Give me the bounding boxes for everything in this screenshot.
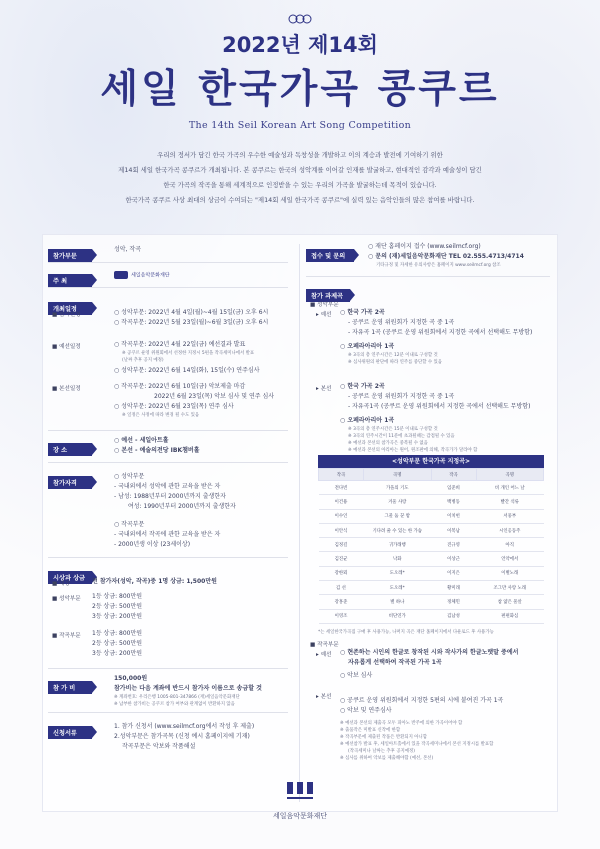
eligibility-comp bbox=[114, 520, 220, 550]
section-schedule bbox=[48, 296, 283, 426]
prelim-lines bbox=[114, 340, 260, 376]
comp-prelim bbox=[340, 648, 518, 681]
year-title: 2022년 제14회 bbox=[222, 33, 378, 57]
label-venue: 장 소 bbox=[48, 443, 92, 456]
foundation-mark-icon bbox=[287, 14, 313, 24]
divider bbox=[306, 276, 550, 277]
document-line: 1. 참가 신청서 (www.seilmcf.org에서 작성 후 제출) bbox=[114, 723, 255, 730]
table-note: *는 세일한국가곡집 구매 후 사용가능, 나머지 곡은 재단 홈페이지에서 다운로드 후 사용가능 bbox=[318, 630, 494, 635]
label-tasks: 참가 과제곡 bbox=[306, 289, 350, 302]
page-title: 세일 한국가곡 콩쿠르 bbox=[100, 67, 500, 112]
table-cell: 정체민 bbox=[431, 595, 476, 609]
table-cell: 기다려 줄 수 있는 한 가슴 bbox=[364, 523, 432, 537]
apply-label: ■ 참가신청 bbox=[52, 312, 81, 318]
fee-note: ※ 납부한 참가비는 공쿠르 참가 여부와 관계없이 반환하지 않음 bbox=[114, 702, 235, 707]
table-cell: 서풍부 bbox=[476, 509, 544, 523]
schedule-text: 작곡부문: 2022년 4월 22일(금) 예선결과 발표 bbox=[121, 341, 246, 348]
eligibility-line: - 남성: 1988년부터 2000년까지 출생한자 bbox=[114, 493, 226, 500]
table-cell: 도오레* bbox=[364, 566, 432, 580]
schedule-line: ○ 작곡부문: 2022년 6월 10일(금) 악보제출 마감 bbox=[114, 383, 246, 390]
task-line: - 자유곡 1곡 (공쿠르 운영 위원회에서 지정한 곡에서 선택해도 무방함) bbox=[348, 329, 533, 336]
schedule-note: (날짜 추후 공지 예정) bbox=[122, 358, 164, 363]
task-note: ※ 3곡의 총 연주시간은 15분 이내로 구성할 것 bbox=[348, 427, 438, 432]
intro-text bbox=[52, 148, 548, 208]
eligibility-vocal bbox=[114, 472, 236, 512]
table-row bbox=[319, 609, 544, 623]
comp-note: ※ 출품작은 미발표 신작에 한함 bbox=[340, 728, 401, 733]
divider bbox=[48, 668, 288, 669]
table-cell: 황미래 bbox=[431, 581, 476, 595]
comp-notes bbox=[340, 720, 493, 762]
section-eligibility bbox=[48, 470, 283, 548]
table-cell: 이안식 bbox=[319, 523, 364, 537]
table-cell: 백병동 bbox=[431, 495, 476, 509]
table-cell: 김남성 bbox=[431, 609, 476, 623]
table-cell: 비 개인 어느 날 bbox=[476, 481, 544, 495]
award-vocal-label: ■ 성악부문 bbox=[52, 596, 81, 602]
divider bbox=[48, 712, 288, 713]
apply-line: ○ 재단 홈페이지 접수 (www.seilmcf.org) bbox=[368, 243, 481, 250]
eligibility-line: - 국내외에서 성악에 관한 교육을 받은 자 bbox=[114, 483, 221, 490]
label-apply: 접수 및 문의 bbox=[306, 249, 354, 262]
schedule-line: ○ 성악부문: 2022년 6월 14일(화), 15일(수) 연주심사 bbox=[114, 367, 260, 374]
table-cell: 김진균 bbox=[319, 552, 364, 566]
divider bbox=[48, 262, 288, 263]
comp-line: ○ 악보 및 연주심사 bbox=[340, 707, 392, 714]
award-line: 2등 상금: 500만원 bbox=[92, 603, 143, 610]
document-line: 2.성악부문은 참가곡목 (신청 예시 홈페이지에 기재) bbox=[114, 733, 250, 740]
table-cell: 임준희 bbox=[431, 481, 476, 495]
eligibility-title-text: 작곡부문 bbox=[121, 521, 145, 528]
table-cell: 이복남 bbox=[431, 523, 476, 537]
label-documents: 신청서류 bbox=[48, 726, 92, 739]
table-cell: 이수인 bbox=[319, 509, 364, 523]
comp-line: ○ 현존하는 시인의 한글로 창작된 시와 작사가의 한글노랫말 중에서 bbox=[340, 649, 519, 656]
table-cell: 김 선 bbox=[319, 581, 364, 595]
header bbox=[0, 0, 600, 140]
table-row bbox=[319, 595, 544, 609]
award-target-label-text: 대상 bbox=[59, 581, 70, 587]
task-title: ○ 오페라아리아 1곡 bbox=[340, 417, 395, 424]
task-line: - 공쿠르 운영 위원회가 지정한 곡 중 1곡 bbox=[348, 319, 455, 326]
task-title-text: 한국 가곡 2곡 bbox=[347, 309, 385, 316]
comp-text: 악보 심사 bbox=[347, 672, 373, 679]
comp-final bbox=[340, 696, 503, 716]
task-title-text: 오페라아리아 1곡 bbox=[347, 417, 395, 424]
comp-final-label-text: 본선 bbox=[320, 694, 332, 700]
comp-line: ○ 공쿠르 운영 위원회에서 지정한 5편의 시에 붙여진 가곡 1곡 bbox=[340, 697, 504, 704]
venue-line: ○ 본선 - 예술의전당 IBK챔버홀 bbox=[114, 447, 200, 454]
table-cell: 낙화 bbox=[364, 552, 432, 566]
eligibility-line: 여성: 1990년부터 2000년까지 출생한자 bbox=[128, 503, 236, 510]
footer bbox=[0, 780, 600, 821]
table-header-row bbox=[319, 469, 544, 481]
table-cell: 빨간 석류 bbox=[476, 495, 544, 509]
table-header: 곡명 bbox=[476, 469, 544, 481]
task-line: - 공쿠르 운영 위원회가 지정한 곡 중 1곡 bbox=[348, 393, 455, 400]
table-cell: 강홍준 bbox=[319, 595, 364, 609]
schedule-line: ○ 성악부문: 2022년 6월 23일(목) 연주 심사 bbox=[114, 403, 234, 410]
schedule-line: 2022년 6월 23일(목) 악보 심사 및 연주 심사 bbox=[154, 393, 275, 400]
task-title-text: 오페라아리아 1곡 bbox=[347, 343, 395, 350]
host-name: 세일음악문화재단 bbox=[131, 272, 170, 279]
table-cell: 이상근 bbox=[431, 552, 476, 566]
schedule-note: ※ 일정은 사정에 따라 변경 될 수도 있음 bbox=[122, 413, 200, 418]
comp-line: 자유롭게 선택하여 작곡된 가곡 1곡 bbox=[348, 659, 442, 666]
vocal-prelim-label: ▸ 예선 bbox=[316, 312, 332, 318]
section-apply bbox=[306, 243, 551, 268]
task-note: ※ 3곡의 총 연주시간은 12분 이내로 구성할 것 bbox=[348, 353, 438, 358]
fee-lines bbox=[114, 674, 262, 708]
english-title: The 14th Seil Korean Art Song Competition bbox=[188, 120, 412, 131]
fee-line: 참가비는 다음 계좌에 반드시 참가자 이름으로 송금할 것 bbox=[114, 685, 262, 692]
task-note: ※ 3곡의 연주시간이 11분에 초과될때는 감점될 수 있음 bbox=[348, 434, 455, 439]
comp-prelim-label-text: 예선 bbox=[320, 652, 332, 658]
label-schedule: 개최일정 bbox=[48, 302, 92, 315]
vocal-prelim-label-text: 예선 bbox=[320, 312, 332, 318]
task-line: - 자유곡1곡 (공쿠르 운영 위원회에서 지정한 곡에서 선택해도 무방함) bbox=[348, 403, 531, 410]
award-comp-label: ■ 작곡부문 bbox=[52, 633, 81, 639]
final-label-text: 본선일정 bbox=[59, 386, 81, 392]
table-cell: 진규영 bbox=[431, 538, 476, 552]
intro-line: 한국 가곡의 작곡을 통해 세계적으로 인정받을 수 있는 우리의 가곡을 발굴하는데 목적이 있습니다. bbox=[163, 181, 437, 189]
column-divider bbox=[299, 244, 300, 802]
table-cell: 별 하나 bbox=[364, 595, 432, 609]
divider bbox=[48, 430, 288, 431]
table-header: 곡명 bbox=[364, 469, 432, 481]
table-row bbox=[319, 481, 544, 495]
award-comp-lines bbox=[92, 629, 142, 659]
label-awards: 시상과 상금 bbox=[48, 571, 92, 584]
intro-line: 우리의 정서가 담긴 한국 가곡의 우수한 예술성과 독창성을 개발하고 이의 계승과 발전에 기여하기 위한 bbox=[157, 151, 443, 159]
venue-lines bbox=[114, 436, 200, 456]
document-line: 작곡부문은 악보와 작품해설 bbox=[122, 743, 196, 750]
table-cell: 귀가래행 bbox=[364, 538, 432, 552]
schedule-line: ○ 성악부문: 2022년 4월 4일(월)~4월 15일(금) 오후 6시 bbox=[114, 309, 269, 316]
foundation-logo-icon bbox=[114, 271, 128, 279]
vocal-final-items bbox=[340, 382, 530, 454]
table-cell: 그물 둠 꾼 밤 bbox=[364, 509, 432, 523]
intro-line: 한국가곡 콩쿠르 사상 최대의 상금이 수여되는 "제14회 세일 한국가곡 콩쿠르"에 실력 있는 음악인들의 많은 참여를 바랍니다. bbox=[125, 196, 475, 204]
comp-title: ■ 작곡부문 bbox=[310, 642, 339, 648]
schedule-text: 성악부문: 2022년 4월 4일(월)~4월 15일(금) 오후 6시 bbox=[121, 309, 269, 316]
table-row bbox=[319, 566, 544, 580]
apply-info bbox=[368, 242, 524, 269]
table-header: 작곡 bbox=[319, 469, 364, 481]
table-cell: 전다빈 bbox=[319, 481, 364, 495]
schedule-line: ○ 작곡부문: 2022년 4월 22일(금) 예선결과 발표 bbox=[114, 341, 246, 348]
apply-note: 기타규정 및 자세한 유의사항은 홈페이지 www.seilmcf.org 참조 bbox=[376, 263, 501, 268]
vocal-title-text: 성악부문 bbox=[317, 302, 339, 308]
table-row bbox=[319, 538, 544, 552]
prelim-label-text: 예선일정 bbox=[59, 344, 81, 350]
table-cell: 아직 bbox=[476, 538, 544, 552]
divider bbox=[48, 287, 288, 288]
award-line: 3등 상금: 200만원 bbox=[92, 650, 143, 657]
section-fee bbox=[48, 675, 283, 707]
comp-line: ○ 악보 심사 bbox=[340, 672, 373, 679]
table-cell: 도오레* bbox=[364, 581, 432, 595]
table-title: <성악부문 한국가곡 지정곡> bbox=[318, 455, 544, 468]
apply-line: ○ 문의 (재)세일음악문화재단 TEL 02.555.4713/4714 bbox=[368, 253, 524, 260]
label-field: 참가부문 bbox=[48, 249, 92, 262]
table-cell: 이건용 bbox=[319, 495, 364, 509]
comp-note: ※ 예선과 본선의 제출곡 모두 피아노 반주에 의한 가곡이어야 함 bbox=[340, 721, 463, 726]
section-host bbox=[48, 268, 283, 287]
comp-title-text: 작곡부문 bbox=[317, 642, 339, 648]
foundation-logo-icon bbox=[285, 780, 315, 804]
schedule-note: ※ 공쿠르 운영 위원회에서 선정한 지정시 5편을 작곡세미나에서 발표 bbox=[122, 351, 255, 356]
schedule-text: 성악부문: 2022년 6월 23일(목) 연주 심사 bbox=[121, 403, 234, 410]
label-eligibility: 참가자격 bbox=[48, 476, 92, 489]
section-field bbox=[48, 243, 283, 262]
comp-note: ※ 심사를 위하여 악보를 제출해야함 (예선, 본선) bbox=[340, 756, 434, 761]
task-title: ○ 한국 가곡 2곡 bbox=[340, 383, 385, 390]
section-awards bbox=[48, 565, 283, 657]
table-row bbox=[319, 495, 544, 509]
section-venue bbox=[48, 437, 283, 456]
table-cell: 비단연가 bbox=[364, 609, 432, 623]
schedule-text: 성악부문: 2022년 6월 14일(화), 15일(수) 연주심사 bbox=[121, 367, 260, 374]
award-vocal-label-text: 성악부문 bbox=[59, 596, 81, 602]
eligibility-line: - 국내외에서 작곡에 관한 교육을 받은 자 bbox=[114, 531, 221, 538]
table-row bbox=[319, 552, 544, 566]
section-documents bbox=[48, 720, 283, 750]
task-title-text: 한국 가곡 2곡 bbox=[347, 383, 385, 390]
comp-text: 현존하는 시인의 한글로 창작된 시와 작사가의 한글노랫말 중에서 bbox=[347, 649, 519, 656]
eligibility-title: ○ 작곡부문 bbox=[114, 521, 145, 528]
award-line: 1등 상금: 800만원 bbox=[92, 593, 143, 600]
task-note: ※ 예선과 본선의 참가곡은 중복될 수 없음 bbox=[348, 441, 428, 446]
task-title: ○ 오페라아리아 1곡 bbox=[340, 343, 395, 350]
table-header: 작곡 bbox=[431, 469, 476, 481]
award-line: 1등 상금: 800만원 bbox=[92, 630, 143, 637]
eligibility-title: ○ 성악부문 bbox=[114, 473, 145, 480]
table-cell: 시인옹동주 bbox=[476, 523, 544, 537]
divider bbox=[48, 557, 288, 558]
apply-text: 문의 (재)세일음악문화재단 TEL 02.555.4713/4714 bbox=[375, 253, 524, 260]
final-lines bbox=[114, 382, 274, 419]
prelim-label: ■ 예선일정 bbox=[52, 344, 81, 350]
table-cell: 참 얇은 물살 bbox=[476, 595, 544, 609]
comp-note: ※ 예선참가 발표 후, 세일아트홀에서 있을 작곡세미나에서 본선 지정시를 발표함 bbox=[340, 742, 494, 747]
schedule-text: 작곡부문: 2022년 5월 23일(월)~6월 3일(금) 오후 6시 bbox=[121, 319, 269, 326]
label-fee: 참 가 비 bbox=[48, 681, 92, 694]
table-cell: 언약에서 bbox=[476, 552, 544, 566]
eligibility-line: - 2000년생 이상 (23세이상) bbox=[114, 541, 191, 548]
section-tasks bbox=[306, 283, 551, 453]
comp-text: 공쿠르 운영 위원회에서 지정한 5편의 시에 붙여진 가곡 1곡 bbox=[347, 697, 504, 704]
vocal-final-label-text: 본선 bbox=[320, 386, 332, 392]
apply-text: 재단 홈페이지 접수 (www.seilmcf.org) bbox=[375, 243, 481, 250]
table-cell: 가을의 기도 bbox=[364, 481, 432, 495]
table-row bbox=[319, 523, 544, 537]
comp-prelim-label: ▸ 예선 bbox=[316, 652, 332, 658]
vocal-prelim-items bbox=[340, 308, 532, 366]
vocal-title: ■ 성악부문 bbox=[310, 302, 339, 308]
table-cell: 이영조 bbox=[319, 609, 364, 623]
comp-text: 악보 및 연주심사 bbox=[347, 707, 392, 714]
schedule-text: 작곡부문: 2022년 6월 10일(금) 악보제출 마감 bbox=[121, 383, 246, 390]
comp-note: ※ 작곡부문에 제출된 작품은 반환되지 아니함 bbox=[340, 735, 428, 740]
table-cell: 편편화심 bbox=[476, 609, 544, 623]
apply-label-text: 참가신청 bbox=[59, 312, 81, 318]
table-cell: 겨울 사랑 bbox=[364, 495, 432, 509]
table-cell: 이치헌 bbox=[431, 509, 476, 523]
table-cell: 이별노래 bbox=[476, 566, 544, 580]
documents-lines bbox=[114, 722, 254, 752]
final-label: ■ 본선일정 bbox=[52, 386, 81, 392]
vocal-final-label: ▸ 본선 bbox=[316, 386, 332, 392]
table-row bbox=[319, 509, 544, 523]
award-comp-label-text: 작곡부문 bbox=[59, 633, 81, 639]
table-row bbox=[319, 581, 544, 595]
task-note: ※ 예선과 본선의 아리아는 원어, 원조판에 의해, 작곡가가 달라야 함 bbox=[348, 448, 478, 453]
comp-final-label: ▸ 본선 bbox=[316, 694, 332, 700]
award-line: 3등 상금: 200만원 bbox=[92, 613, 143, 620]
table-cell: 강한뫼 bbox=[319, 566, 364, 580]
divider bbox=[48, 462, 288, 463]
task-title: ○ 한국 가곡 2곡 bbox=[340, 309, 385, 316]
table-cell: 이지은 bbox=[431, 566, 476, 580]
venue-text: 예선 - 세일아트홀 bbox=[121, 437, 169, 444]
fee-note: ※ 계좌번호: 우리은행 1005-801-347866 (재)세일음악문화재단 bbox=[114, 695, 240, 700]
award-target-value: 전 참가자(성악, 작곡)중 1명 상금: 1,500만원 bbox=[92, 578, 217, 585]
award-line: 2등 상금: 500만원 bbox=[92, 640, 143, 647]
host-value bbox=[114, 271, 170, 279]
comp-note: (작곡세미나 날짜는 추후 공지예정) bbox=[348, 749, 415, 754]
eligibility-title-text: 성악부문 bbox=[121, 473, 145, 480]
schedule-line: ○ 작곡부문: 2022년 5월 23일(월)~6월 3일(금) 오후 6시 bbox=[114, 319, 269, 326]
award-target-label: ■ 대상 bbox=[52, 581, 70, 587]
footer-name: 세일음악문화재단 bbox=[272, 812, 328, 820]
table-body bbox=[319, 481, 544, 624]
table-cell: 김정길 bbox=[319, 538, 364, 552]
apply-lines bbox=[114, 308, 268, 328]
venue-text: 본선 - 예술의전당 IBK챔버홀 bbox=[121, 447, 200, 454]
venue-line: ○ 예선 - 세일아트홀 bbox=[114, 437, 169, 444]
award-vocal-lines bbox=[92, 592, 142, 622]
label-host: 주 최 bbox=[48, 274, 92, 287]
field-value: 성악, 작곡 bbox=[114, 246, 141, 253]
intro-line: 제14회 세일 한국가곡 콩쿠르가 개최됩니다. 본 콩쿠르는 한국의 성악계를 이어갈 인재를 발굴하고, 현대적인 감각과 예술성이 담긴 bbox=[118, 166, 482, 174]
designated-songs-table bbox=[318, 468, 544, 624]
fee-amount: 150,000원 bbox=[114, 675, 148, 682]
table-cell: 조그만 사랑 노래 bbox=[476, 581, 544, 595]
task-note: ※ 심사위원의 판단에 따라 연주를 중단할 수 있음 bbox=[348, 360, 443, 365]
